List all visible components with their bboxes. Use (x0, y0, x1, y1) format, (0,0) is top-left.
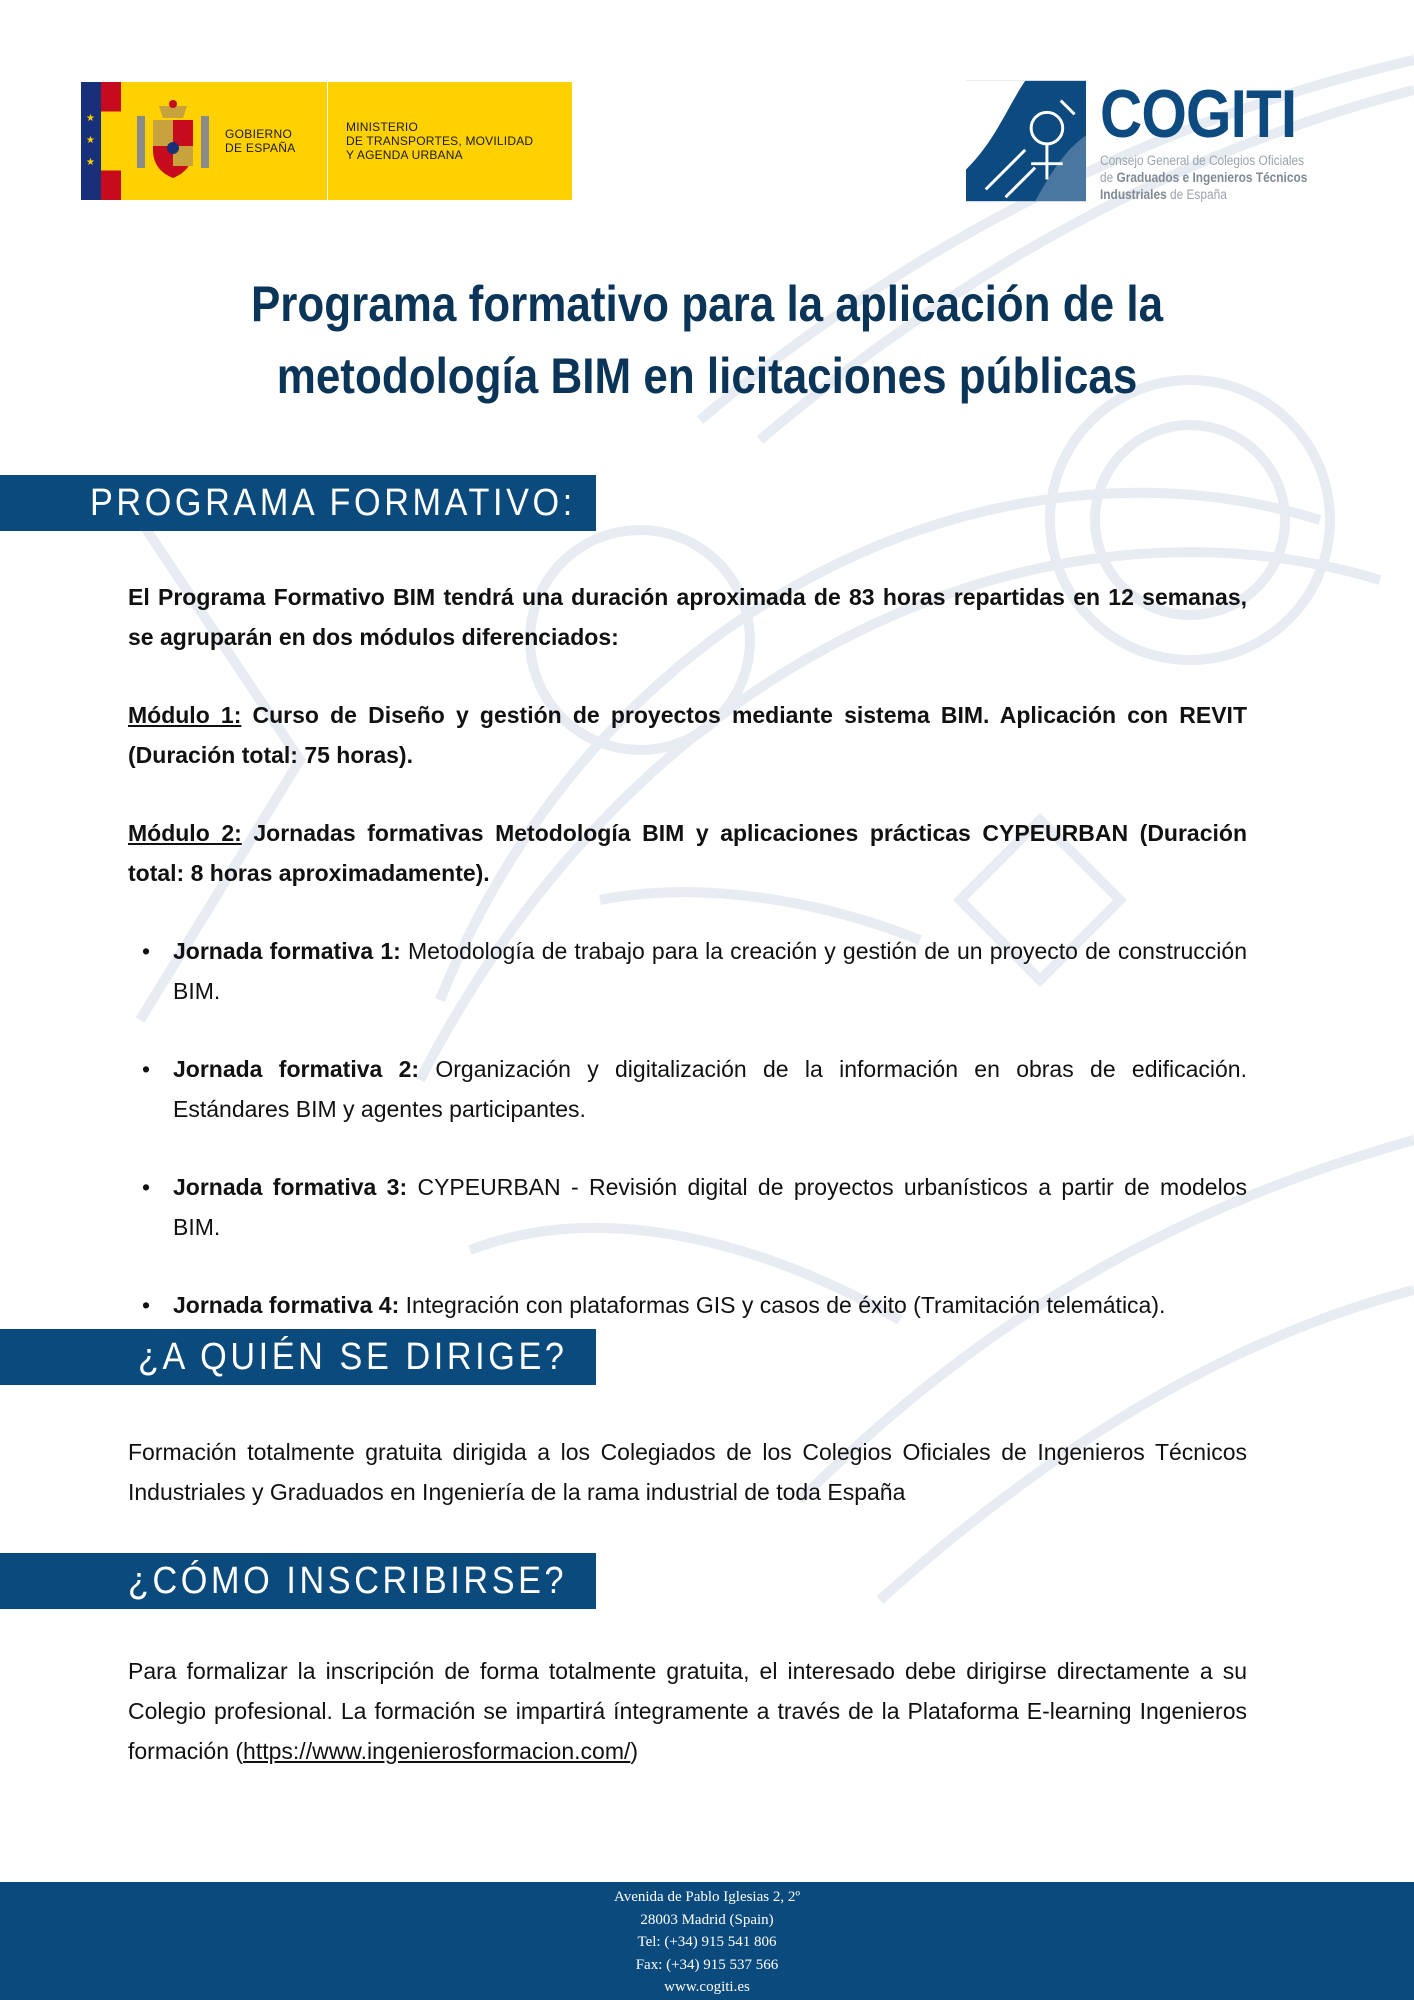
modulo-1: Módulo 1: Curso de Diseño y gestión de proyectos mediante sistema BIM. Aplicación con REVIT (Duración total: 75 horas). (128, 702, 1247, 768)
dirige-text: Formación totalmente gratuita dirigida a los Colegiados de los Colegios Oficiales de Ingenieros Técnicos Industriales y Graduados en Ingeniería de la rama industrial de toda España (128, 1439, 1247, 1505)
logo-divider (327, 82, 328, 200)
programa-content (128, 577, 1247, 1325)
ingenieros-formacion-link[interactable]: https://www.ingenierosformacion.com/ (243, 1738, 631, 1764)
footer-tel: Tel: (+34) 915 541 806 (637, 1934, 777, 1950)
cogiti-logo (966, 76, 1336, 202)
section-header-programa: PROGRAMA FORMATIVO: (0, 475, 596, 531)
list-item-jornada-4: • Jornada formativa 4: Integración con plataformas GIS y casos de éxito (Tramitación telemática). (142, 1292, 1166, 1318)
coat-of-arms-icon (121, 82, 225, 200)
section-header-inscribirse: ¿CÓMO INSCRIBIRSE? (0, 1553, 596, 1609)
programa-intro: El Programa Formativo BIM tendrá una duración aproximada de 83 horas repartidas en 12 semanas, se agruparán en dos módulos diferenciados: (128, 584, 1247, 650)
inscribirse-text: Para formalizar la inscripción de forma totalmente gratuita, el interesado debe dirigirse directamente a su Colegio profesional. La formación se impartirá íntegramente a través de la Plataforma E-learning Ingenieros formación (https://www.ingenierosformacion.com/) (128, 1658, 1247, 1764)
jornadas-list (128, 931, 1247, 1325)
cogiti-emblem-icon (966, 80, 1086, 202)
modulo-2: Módulo 2: Jornadas formativas Metodología BIM y aplicaciones prácticas CYPEURBAN (Duración total: 8 horas aproximadamente). (128, 820, 1248, 886)
footer-address: Avenida de Pablo Iglesias 2, 2º (614, 1889, 800, 1905)
gobierno-espana-logo (81, 82, 572, 200)
page-title: Programa formativo para la aplicación de la metodología BIM en licitaciones públicas (250, 276, 1164, 404)
footer-city: 28003 Madrid (Spain) (640, 1911, 774, 1928)
gobierno-text: GOBIERNO DE ESPAÑA (225, 127, 296, 155)
cogiti-subtitle: Consejo General de Colegios Oficiales de Graduados e Ingenieros Técnicos Industriales de España (1100, 153, 1308, 202)
section-header-dirige: ¿A QUIÉN SE DIRIGE? (0, 1329, 596, 1385)
cogiti-wordmark: COGITI (1100, 76, 1297, 152)
footer-web: www.cogiti.es (664, 1979, 750, 1995)
inscribirse-content (128, 1651, 1247, 1771)
list-item-jornada-3: • Jornada formativa 3: CYPEURBAN - Revisión digital de proyectos urbanísticos a partir de modelos BIM. (142, 1174, 1247, 1240)
spain-flag-icon: ★ ★ ★ (81, 82, 121, 200)
list-item-jornada-1: • Jornada formativa 1: Metodología de trabajo para la creación y gestión de un proyecto de construcción BIM. (142, 938, 1247, 1004)
ministerio-text: MINISTERIO DE TRANSPORTES, MOVILIDAD Y AGENDA URBANA (346, 120, 534, 162)
footer (0, 1882, 1414, 2000)
dirige-content (128, 1432, 1247, 1512)
footer-fax: Fax: (+34) 915 537 566 (635, 1956, 779, 1973)
list-item-jornada-2: • Jornada formativa 2: Organización y digitalización de la información en obras de edificación. Estándares BIM y agentes participantes. (142, 1056, 1247, 1122)
